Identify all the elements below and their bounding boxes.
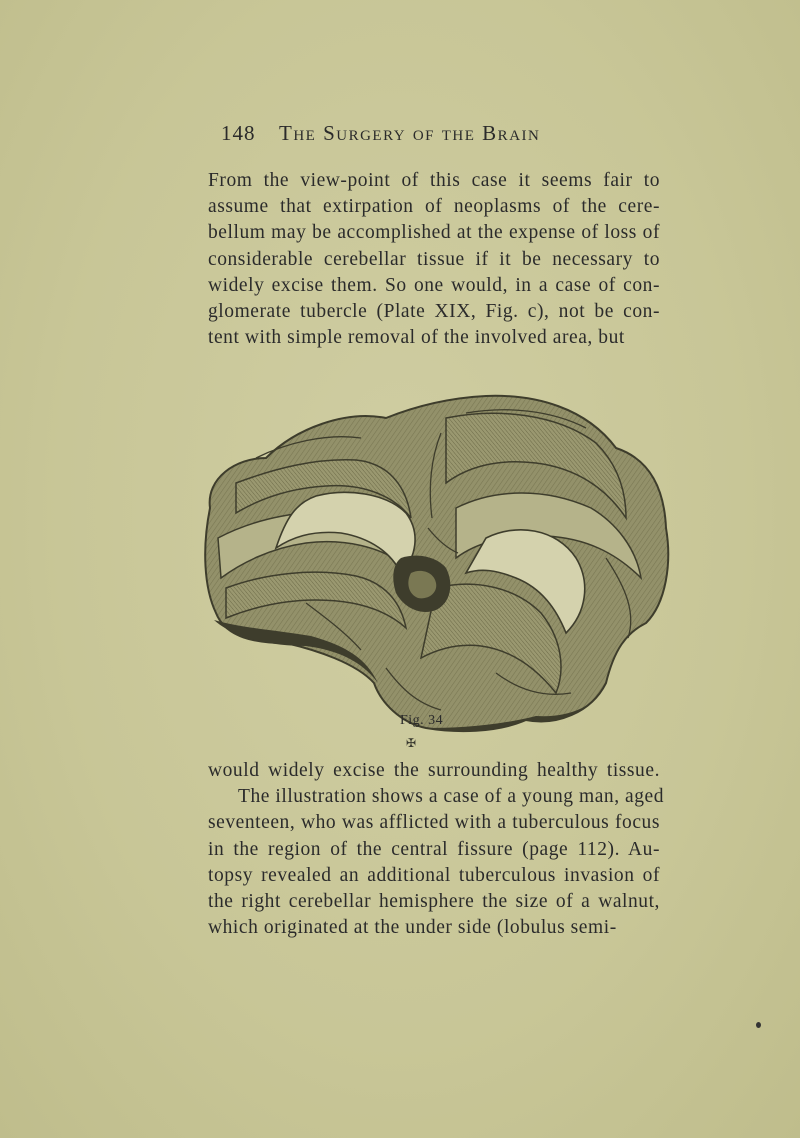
text-line: seventeen, who was afflicted with a tuberculous focus: [208, 812, 660, 834]
cerebellum-section-illustration: [196, 388, 674, 738]
text-line: From the view-point of this case it seems fair to: [208, 170, 660, 191]
text-line: widely excise them. So one would, in a case of con-: [208, 274, 660, 296]
running-title: The Surgery of the Brain: [279, 121, 541, 145]
text-line: considerable cerebellar tissue if it be necessary to: [208, 248, 660, 270]
text-line: The illustration shows a case of a young man, aged: [238, 786, 665, 808]
text-line: assume that extirpation of neoplasms of the cere-: [208, 196, 660, 218]
paragraph-1: [208, 168, 660, 351]
text-line: topsy revealed an additional tuberculous invasion of: [208, 864, 660, 886]
text-line: glomerate tubercle (Plate XIX, Fig. c), not be con-: [208, 301, 660, 323]
paragraph-2: [208, 758, 665, 941]
page-number: 148: [221, 121, 256, 145]
figure-caption: Fig. 34: [400, 713, 444, 728]
text-line: which originated at the under side (lobulus semi-: [208, 917, 617, 939]
text-line: would widely excise the surrounding healthy tissue.: [208, 760, 660, 781]
running-header: [221, 121, 601, 149]
text-line: tent with simple removal of the involved area, but: [208, 327, 625, 349]
text-line: bellum may be accomplished at the expense of loss of: [208, 222, 660, 244]
figure-mark: ✠: [406, 736, 417, 750]
ink-dot: [756, 1022, 761, 1028]
text-line: in the region of the central fissure (page 112). Au-: [208, 838, 660, 860]
text-line: the right cerebellar hemisphere the size of a walnut,: [208, 891, 660, 913]
